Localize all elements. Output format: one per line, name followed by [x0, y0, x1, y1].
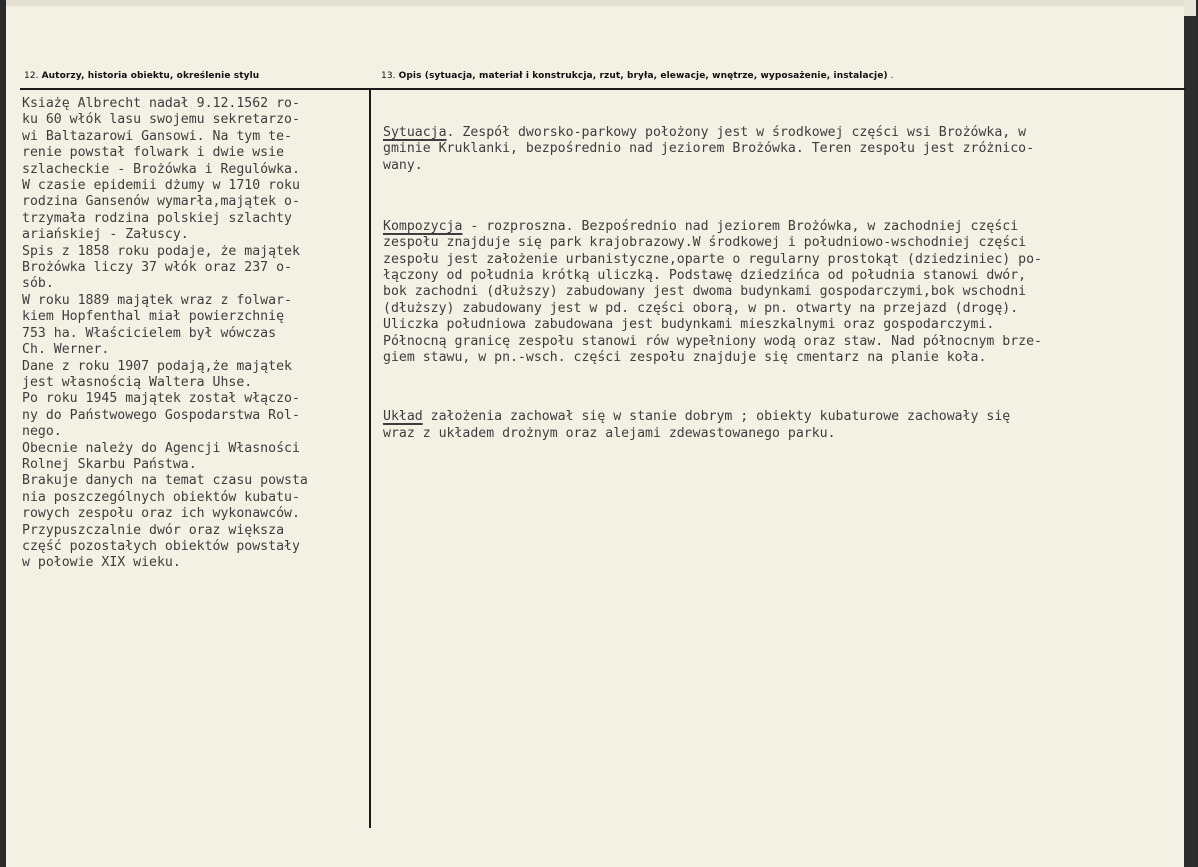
uklad-rest: wraz z układem drożnym oraz alejami zdewastowanego parku.: [383, 425, 836, 441]
section-13-heading-tail: .: [890, 71, 894, 81]
history-line: kiem Hopfenthal miał powierzchnię: [22, 309, 285, 325]
history-line: w połowie XIX wieku.: [22, 555, 181, 571]
uklad-first-line: założenia zachował się w stanie dobrym ; obiekty kubaturowe zachowały się: [422, 409, 1011, 425]
history-line: nego.: [22, 424, 62, 440]
label-sytuacja: Sytuacja: [383, 124, 447, 140]
kompozycja-first-line: - rozproszna. Bezpośrednio nad jeziorem Brożówka, w zachodniej części: [462, 218, 1019, 234]
section-13-number: 13.: [381, 71, 396, 81]
history-line: 753 ha. Właścicielem był wówczas: [22, 325, 277, 341]
history-line: Rolnej Skarbu Państwa.: [22, 456, 197, 472]
history-line: ku 60 włók lasu swojemu sekretarzo-: [22, 112, 300, 128]
card-top-edge: [6, 0, 1196, 6]
history-line: Obecnie należy do Agencji Własności: [22, 440, 300, 456]
history-line: Spis z 1858 roku podaje, że majątek: [22, 243, 300, 259]
kompozycja-rest: zespołu znajduje się park krajobrazowy.W środkowej i południowo-wschodniej części zespołu jest założenie urbanistyczne,oparte o regularny prostokąt (dziedziniec) po- łączony od południa krótką uliczką. Podstawę dziedzińca od południa stanowi dwór, bok zachodni (dłuższy) zabudowany jest dwoma budynkami gospodarczymi,bok wschodni (dłuższy) zabudowany jest w pd. części oborą, w pn. otwarty na przejazd (drogę). Uliczka południowa zabudowana jest budynkami mieszkalnymi oraz gospodarczymi. Północną granicę zespołu stanowi rów wypełniony wodą oraz staw. Nad północnym brze- giem stawu, w pn.-wsch. części zespołu znajduje się cmentarz na planie koła.: [383, 235, 1042, 366]
label-kompozycja: Kompozycja: [383, 218, 463, 234]
history-line: wi Baltazarowi Gansowi. Na tym te-: [22, 128, 292, 144]
history-line: W czasie epidemii dżumy w 1710 roku: [22, 178, 300, 194]
history-line: Przypuszczalnie dwór oraz większa: [22, 522, 285, 538]
section-12-heading: [24, 71, 259, 81]
section-13-text: [383, 92, 1042, 475]
section-12-number: 12.: [24, 71, 39, 81]
history-line: trzymała rodzina polskiej szlachty: [22, 210, 292, 226]
edge-tab: [1184, 0, 1196, 16]
label-uklad: Układ: [383, 409, 423, 425]
history-line: rodzina Gansenów wymarła,majątek o-: [22, 194, 300, 210]
history-line: ariańskiej - Załuscy.: [22, 227, 189, 243]
card-right-edge: [1184, 0, 1196, 867]
history-line: Ksiażę Albrecht nadał 9.12.1562 ro-: [22, 96, 300, 111]
history-line: nia poszczególnych obiektów kubatu-: [22, 489, 300, 505]
history-line: sób.: [22, 276, 54, 292]
history-line: szlacheckie - Brożówka i Regulówka.: [22, 161, 300, 177]
section-13-heading: [381, 71, 894, 81]
history-line: renie powstał folwark i dwie wsie: [22, 145, 285, 161]
history-line: Po roku 1945 majątek został włączo-: [22, 391, 300, 407]
history-line: Brożówka liczy 37 włók oraz 237 o-: [22, 260, 292, 276]
horizontal-rule: [20, 88, 1186, 90]
sytuacja-first-line: . Zespół dworsko-parkowy położony jest w środkowej części wsi Brożówka, w: [446, 124, 1027, 140]
history-line: jest własnością Waltera Uhse.: [22, 374, 253, 390]
sytuacja-rest: gminie Kruklanki, bezpośrednio nad jeziorem Brożówka. Teren zespołu jest zróżnico- wany.: [383, 141, 1035, 173]
history-line: Dane z roku 1907 podają,że majątek: [22, 358, 292, 374]
history-line: W roku 1889 majątek wraz z folwar-: [22, 292, 292, 308]
paragraph-uklad: [383, 409, 1042, 442]
section-12-text: [22, 96, 372, 572]
archive-card: [6, 0, 1196, 867]
section-13-title: Opis (sytuacja, materiał i konstrukcja, rzut, bryła, elewacje, wnętrze, wyposażenie, instalacje): [398, 71, 888, 81]
history-line: rowych zespołu oraz ich wykonawców.: [22, 506, 300, 522]
section-12-title: Autorzy, historia obiektu, określenie stylu: [41, 71, 260, 81]
paragraph-kompozycja: [383, 219, 1042, 367]
history-line: ny do Państwowego Gospodarstwa Rol-: [22, 407, 300, 423]
history-line: Brakuje danych na temat czasu powsta: [22, 473, 308, 489]
paragraph-sytuacja: [383, 125, 1042, 174]
history-line: Ch. Werner.: [22, 342, 110, 358]
history-line: część pozostałych obiektów powstały: [22, 538, 300, 554]
